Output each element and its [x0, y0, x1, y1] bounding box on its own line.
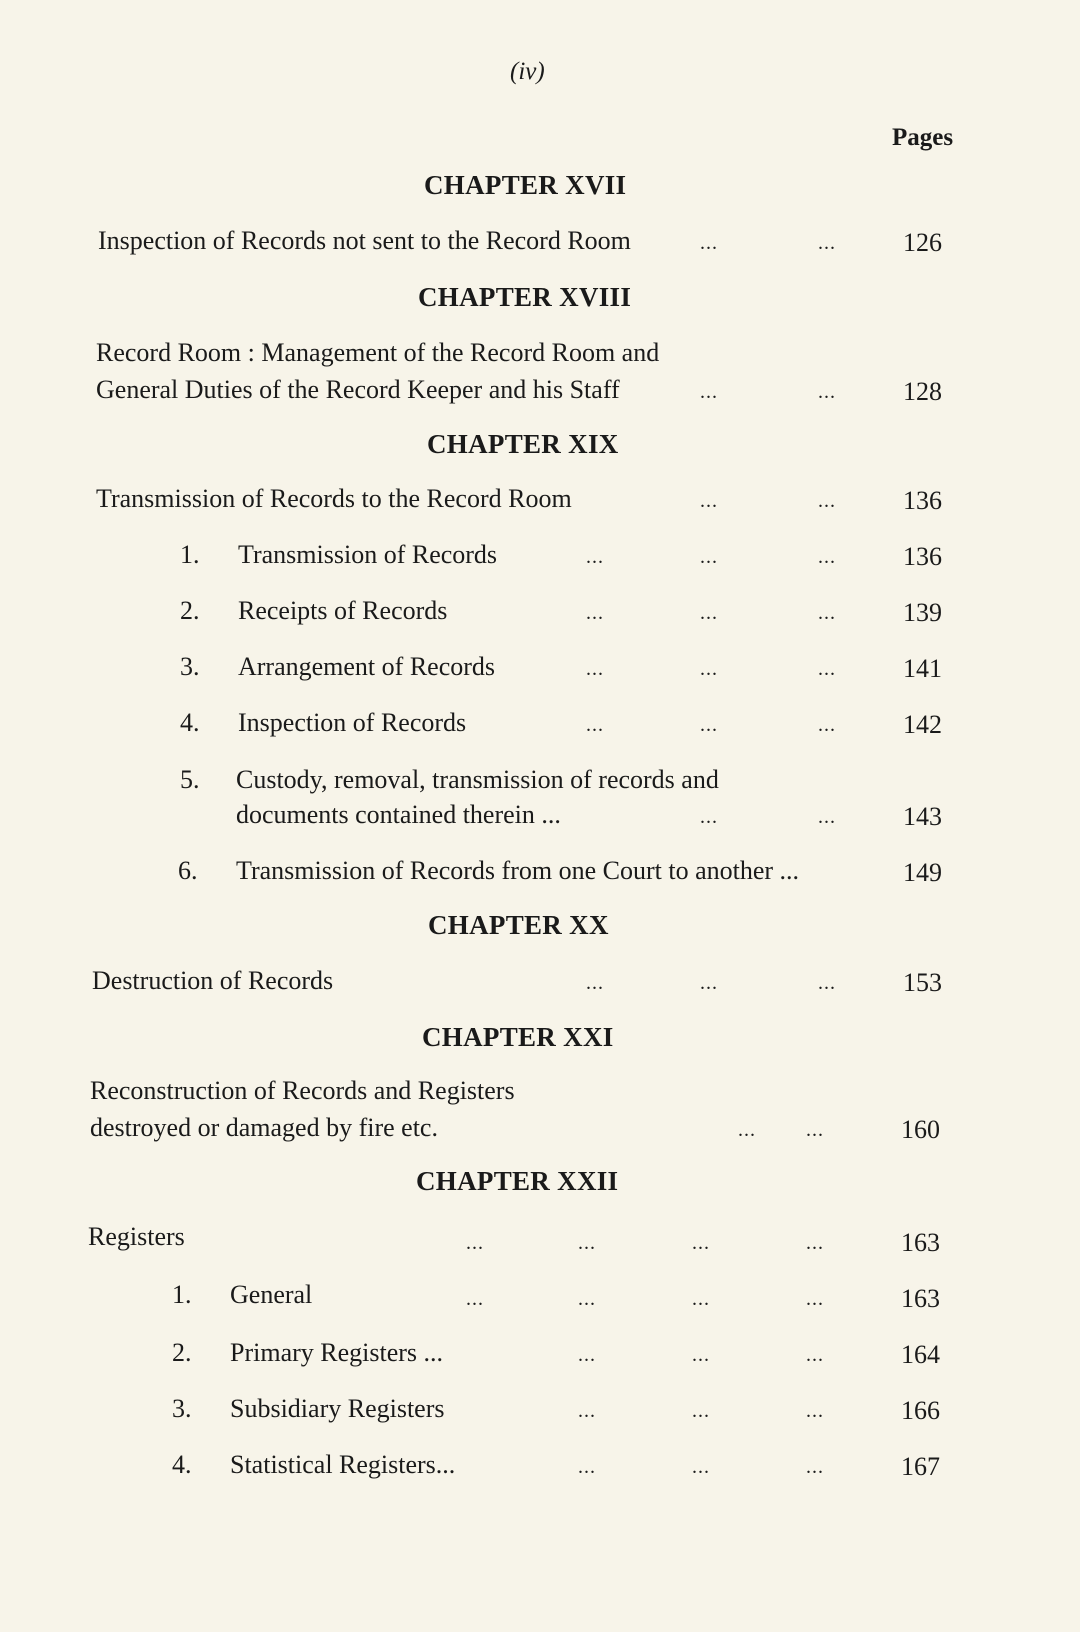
leader-dots: ... [700, 232, 718, 254]
subentry-page: 142 [903, 710, 942, 739]
toc-entry-title: Registers [88, 1222, 185, 1251]
subentry-title: Transmission of Records from one Court to another ... [236, 856, 800, 885]
leader-dots: ... [806, 1288, 824, 1310]
leader-dots: ... [806, 1400, 824, 1422]
leader-dots: ... [818, 490, 836, 512]
leader-dots: ... [586, 546, 604, 568]
leader-dots: ... [738, 1119, 756, 1141]
leader-dots: ... [586, 658, 604, 680]
leader-dots: ... [818, 232, 836, 254]
subentry-title: Transmission of Records [238, 540, 498, 569]
leader-dots: ... [818, 714, 836, 736]
toc-entry-title-line: Reconstruction of Records and Registers [90, 1076, 515, 1105]
leader-dots: ... [578, 1344, 596, 1366]
chapter-heading: CHAPTER XXII [416, 1166, 619, 1196]
leader-dots: ... [818, 546, 836, 568]
chapter-heading: CHAPTER XXI [422, 1022, 614, 1052]
toc-entry-title: Inspection of Records not sent to the Record Room [98, 226, 631, 255]
subentry-title: Subsidiary Registers [230, 1394, 445, 1423]
leader-dots: ... [806, 1456, 824, 1478]
toc-entry-page: 126 [903, 228, 942, 257]
subentry-number: 2. [172, 1338, 192, 1367]
subentry-number: 4. [180, 708, 200, 737]
subentry-title: Receipts of Records [238, 596, 448, 625]
subentry-number: 1. [172, 1280, 192, 1309]
subentry-title: Primary Registers ... [230, 1338, 444, 1367]
leader-dots: ... [692, 1288, 710, 1310]
leader-dots: ... [700, 381, 718, 403]
subentry-title-line: Custody, removal, transmission of records and [236, 765, 719, 794]
toc-entry-page: 136 [903, 486, 942, 515]
subentry-page: 166 [901, 1396, 940, 1425]
chapter-heading: CHAPTER XX [428, 910, 609, 940]
subentry-page: 141 [903, 654, 942, 683]
toc-entry-title-line: Record Room : Management of the Record Room and [96, 338, 660, 367]
leader-dots: ... [806, 1232, 824, 1254]
leader-dots: ... [818, 381, 836, 403]
toc-entry-page: 128 [903, 377, 942, 406]
subentry-page: 167 [901, 1452, 940, 1481]
leader-dots: ... [586, 972, 604, 994]
leader-dots: ... [692, 1232, 710, 1254]
leader-dots: ... [578, 1400, 596, 1422]
subentry-number: 4. [172, 1450, 192, 1479]
subentry-title: Arrangement of Records [238, 652, 496, 681]
leader-dots: ... [818, 972, 836, 994]
subentry-number: 3. [172, 1394, 192, 1423]
leader-dots: ... [700, 658, 718, 680]
leader-dots: ... [466, 1288, 484, 1310]
leader-dots: ... [578, 1288, 596, 1310]
leader-dots: ... [700, 602, 718, 624]
subentry-page: 139 [903, 598, 942, 627]
chapter-heading: CHAPTER XVIII [418, 282, 632, 312]
leader-dots: ... [806, 1119, 824, 1141]
leader-dots: ... [466, 1232, 484, 1254]
subentry-number: 3. [180, 652, 200, 681]
toc-entry-page: 160 [901, 1115, 940, 1144]
toc-entry-title: Destruction of Records [92, 966, 334, 995]
leader-dots: ... [586, 714, 604, 736]
subentry-number: 5. [180, 765, 200, 794]
toc-entry-page: 163 [901, 1228, 940, 1257]
toc-entry-title-line: destroyed or damaged by fire etc. [90, 1113, 438, 1142]
subentry-number: 1. [180, 540, 200, 569]
leader-dots: ... [700, 972, 718, 994]
subentry-title: Statistical Registers... [230, 1450, 456, 1479]
leader-dots: ... [700, 714, 718, 736]
leader-dots: ... [586, 602, 604, 624]
leader-dots: ... [700, 546, 718, 568]
toc-entry-title-line: General Duties of the Record Keeper and his Staff [96, 375, 620, 404]
toc-entry-title: Transmission of Records to the Record Room [96, 484, 572, 513]
toc-entry-page: 153 [903, 968, 942, 997]
subentry-page: 163 [901, 1284, 940, 1313]
subentry-page: 136 [903, 542, 942, 571]
subentry-title-line: documents contained therein ... [236, 800, 561, 829]
leader-dots: ... [578, 1232, 596, 1254]
leader-dots: ... [692, 1456, 710, 1478]
subentry-title: General [230, 1280, 313, 1309]
page-folio: (iv) [510, 58, 545, 85]
chapter-heading: CHAPTER XIX [427, 429, 619, 459]
pages-column-header: Pages [892, 124, 954, 151]
subentry-number: 2. [180, 596, 200, 625]
subentry-page: 149 [903, 858, 942, 887]
subentry-page: 143 [903, 802, 942, 831]
subentry-number: 6. [178, 856, 198, 885]
leader-dots: ... [578, 1456, 596, 1478]
leader-dots: ... [692, 1344, 710, 1366]
leader-dots: ... [818, 658, 836, 680]
chapter-heading: CHAPTER XVII [424, 170, 627, 200]
leader-dots: ... [700, 806, 718, 828]
leader-dots: ... [818, 806, 836, 828]
subentry-title: Inspection of Records [238, 708, 467, 737]
leader-dots: ... [692, 1400, 710, 1422]
leader-dots: ... [806, 1344, 824, 1366]
leader-dots: ... [818, 602, 836, 624]
leader-dots: ... [700, 490, 718, 512]
subentry-page: 164 [901, 1340, 940, 1369]
